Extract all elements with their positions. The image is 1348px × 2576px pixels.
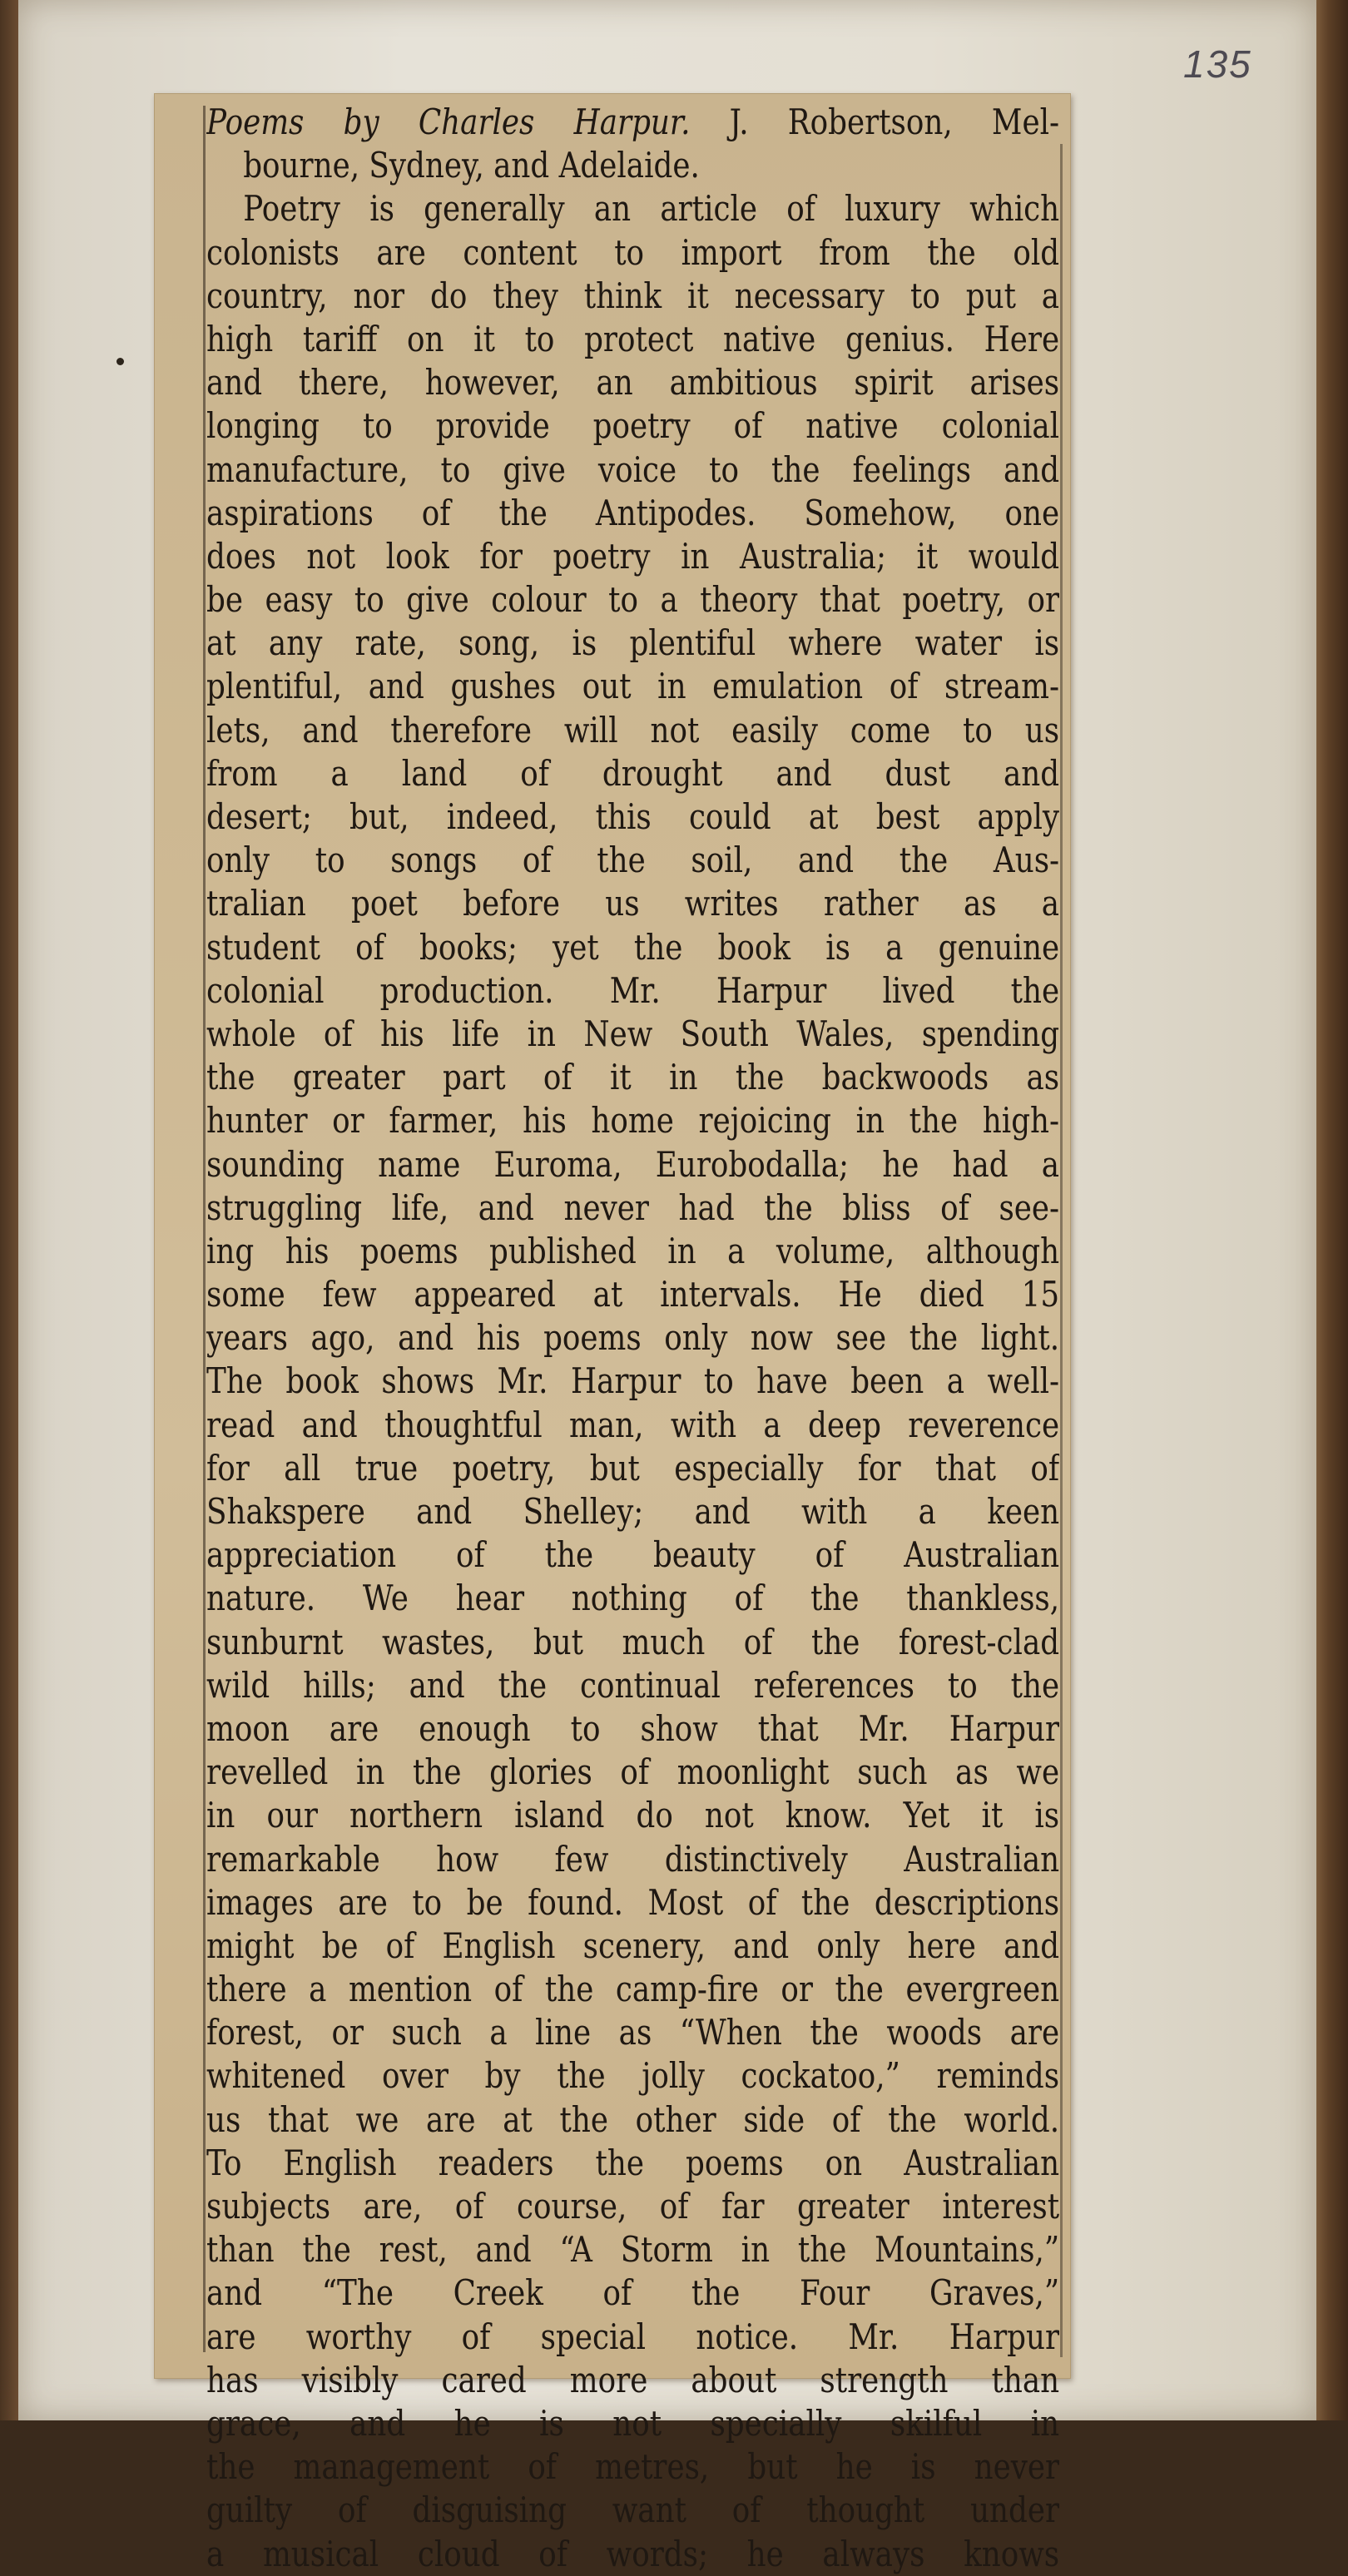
text-line: guilty of disguising want of thought under [206,2489,1060,2531]
text-line: colonists are content to import from the old [206,231,1060,273]
text-line: student of books; yet the book is a genuine [206,926,1060,968]
text-line: hunter or farmer, his home rejoicing in the high- [206,1100,1060,1142]
text-line: does not look for poetry in Australia; it would [206,535,1060,577]
ink-dot [116,358,124,365]
text-line: us that we are at the other side of the world. [206,2098,1060,2140]
text-line: country, nor do they think it necessary to put a [206,275,1060,316]
text-line: has visibly cared more about strength than [206,2359,1060,2400]
text-line: struggling life, and never had the bliss of see- [206,1186,1060,1228]
text-line: for all true poetry, but especially for that of [206,1447,1060,1489]
text-line: in our northern island do not know. Yet it is [206,1795,1060,1836]
text-line: only to songs of the soil, and the Aus- [206,840,1060,881]
text-line: might be of English scenery, and only here and [206,1925,1060,1966]
text-line: read and thoughtful man, with a deep reverence [206,1404,1060,1445]
text-line: desert; but, indeed, this could at best apply [206,796,1060,837]
text-line: are worthy of special notice. Mr. Harpur [206,2316,1060,2357]
page-number: 135 [1183,42,1252,86]
column-rule-right [1060,144,1063,2357]
text-line: from a land of drought and dust and [206,752,1060,794]
book-gutter [0,0,18,2420]
text-line: whitened over by the jolly cockatoo,” reminds [206,2055,1060,2097]
text-line: be easy to give colour to a theory that poetry, or [206,579,1060,621]
text-line: and “The Creek of the Four Graves,” [206,2272,1060,2314]
text-line: and there, however, an ambitious spirit arises [206,362,1060,404]
heading-line-2 [206,144,1059,187]
scrapbook-page [18,0,1316,2574]
book-title: Poems by Charles Harpur. [206,102,691,142]
text-line: To English readers the poems on Australian [206,2142,1060,2183]
text-line: Shakspere and Shelley; and with a keen [206,1491,1060,1532]
text-line: years ago, and his poems only now see the light. [206,1317,1060,1359]
text-line: appreciation of the beauty of Australian [206,1534,1060,1576]
text-line: some few appeared at intervals. He died 15 [206,1274,1060,1315]
publisher-part-2: bourne, Sydney, and Adelaide. [243,145,700,186]
text-line: colonial production. Mr. Harpur lived the [206,969,1060,1011]
text-line: there a mention of the camp-fire or the evergreen [206,1969,1060,2010]
text-line: at any rate, song, is plentiful where water is [206,622,1060,664]
text-line: tralian poet before us writes rather as a [206,883,1060,924]
publisher-part-1: J. Robertson, Mel- [729,102,1060,142]
text-line: the greater part of it in the backwoods as [206,1057,1060,1098]
text-line: longing to provide poetry of native colonial [206,405,1060,447]
text-line: moon are enough to show that Mr. Harpur [206,1707,1060,1749]
text-line: plentiful, and gushes out in emulation of stream- [206,666,1060,707]
text-line: remarkable how few distinctively Australian [206,1838,1060,1880]
text-line: high tariff on it to protect native genius. Here [206,318,1060,359]
text-line: images are to be found. Most of the descriptions [206,1881,1060,1923]
text-line: subjects are, of course, of far greater interest [206,2186,1060,2227]
text-line: whole of his life in New South Wales, spending [206,1013,1060,1054]
text-line: nature. We hear nothing of the thankless, [206,1578,1060,1619]
text-line: than the rest, and “A Storm in the Mountains,” [206,2229,1060,2271]
text-line: the management of metres, but he is never [206,2446,1060,2488]
text-line: grace, and he is not specially skilful in [206,2402,1060,2444]
text-line: aspirations of the Antipodes. Somehow, one [206,492,1060,533]
text-line: forest, or such a line as “When the woods are [206,2012,1060,2053]
text-line: ing his poems published in a volume, although [206,1230,1060,1271]
text-line: revelled in the glories of moonlight such as we [206,1751,1060,1793]
text-line: manufacture, to give voice to the feelings and [206,448,1060,490]
text-line: sunburnt wastes, but much of the forest-clad [206,1621,1060,1662]
text-line: lets, and therefore will not easily come to us [206,709,1060,751]
book-edge [1316,0,1348,2420]
heading-line-1 [206,101,1059,144]
clipping-text [206,101,1059,2576]
text-line: sounding name Euroma, Eurobodalla; he had a [206,1143,1060,1185]
text-line: The book shows Mr. Harpur to have been a well- [206,1360,1060,1402]
newspaper-clipping [154,93,1071,2574]
text-line: Poetry is generally an article of luxury which [243,188,1060,230]
column-rule-left [203,106,206,2352]
text-line: a musical cloud of words; he always knows [206,2533,1060,2574]
text-line: wild hills; and the continual references to the [206,1664,1060,1706]
